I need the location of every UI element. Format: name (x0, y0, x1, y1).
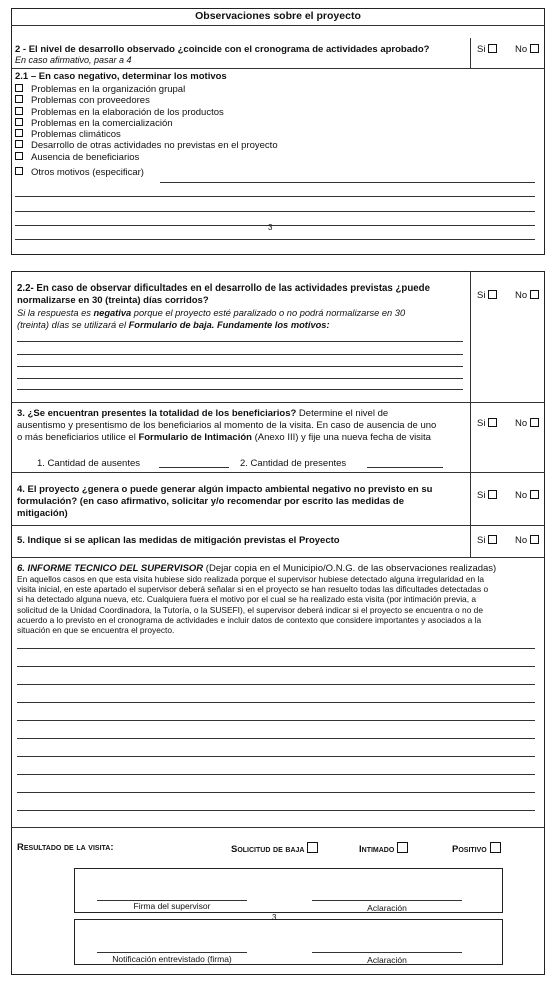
write-line[interactable] (17, 702, 535, 703)
question-2-note: En caso afirmativo, pasar a 4 (15, 55, 132, 65)
list-item[interactable]: Ausencia de beneficiarios (15, 152, 278, 163)
write-line[interactable] (17, 366, 463, 367)
checkbox-icon[interactable] (530, 535, 539, 544)
write-line[interactable] (17, 774, 535, 775)
question-4-title-cont: mitigación) (17, 508, 68, 519)
question-6-instructions (17, 574, 543, 635)
checkbox-icon[interactable] (15, 167, 23, 175)
checkbox-icon[interactable] (15, 107, 23, 115)
write-line[interactable] (17, 756, 535, 757)
q5-yes-option[interactable]: Si (477, 535, 497, 546)
write-line[interactable] (17, 389, 463, 390)
interviewee-clarification-label: Aclaración (367, 955, 407, 965)
supervisor-clarification-label: Aclaración (367, 903, 407, 913)
q3-no-option[interactable]: No (515, 418, 539, 429)
question-2-title: 2 - El nivel de desarrollo observado ¿coincide con el cronograma de actividades aprobado? (15, 44, 430, 55)
question-4-title-cont: formulación? (en caso afirmativo, solicitar y/o recomendar por escrito las medidas de (17, 496, 404, 507)
supervisor-clarification-line[interactable] (312, 900, 462, 901)
checkbox-icon[interactable] (488, 290, 497, 299)
q22-yes-option[interactable]: Si (477, 290, 497, 301)
checkbox-icon[interactable] (488, 490, 497, 499)
divider (11, 402, 545, 403)
text-line: solicitud de la Unidad Coordinadora, la Tutoría, o la SUSEFI), el supervisor deberá indicar si el proyecto se encuentra o no de (17, 604, 483, 615)
checkbox-icon[interactable] (530, 490, 539, 499)
checkbox-icon[interactable] (15, 118, 23, 126)
checkbox-icon[interactable] (530, 290, 539, 299)
checkbox-icon[interactable] (15, 95, 23, 103)
question-6-title: 6. INFORME TECNICO DEL SUPERVISOR (Dejar copia en el Municipio/O.N.G. de las observaciones realizadas) (17, 563, 497, 574)
question-3-text: 3. ¿Se encuentran presentes la totalidad de los beneficiarios? Determine el nivel de (17, 408, 389, 419)
question-4-title: 4. El proyecto ¿genera o puede generar algún impacto ambiental negativo no previsto en su (17, 484, 433, 495)
write-line[interactable] (17, 648, 535, 649)
page-mark: 3 (268, 223, 273, 232)
page-mark: 3 (272, 913, 277, 922)
q2-no-option[interactable]: No (515, 44, 539, 55)
text-line: visita inicial, en este apartado el supervisor deberá señalar si en el proyecto se han resuelto todas las dificultades detectadas o (17, 584, 489, 595)
write-line[interactable] (15, 211, 535, 212)
interviewee-clarification-line[interactable] (312, 952, 462, 953)
question-2-2-title: 2.2- En caso de observar dificultades en el desarrollo de las actividades previstas ¿puede (17, 283, 430, 294)
list-item[interactable]: Problemas climáticos (15, 129, 278, 140)
result-positivo-option[interactable]: Positivo (452, 842, 501, 855)
list-item[interactable]: Problemas en la organización grupal (15, 84, 278, 95)
checkbox-icon[interactable] (15, 152, 23, 160)
write-line[interactable] (17, 792, 535, 793)
write-line[interactable] (160, 182, 535, 183)
divider (470, 271, 471, 557)
divider (11, 25, 545, 26)
checkbox-icon[interactable] (488, 535, 497, 544)
interviewee-signature-line[interactable] (97, 952, 247, 953)
write-line[interactable] (17, 666, 535, 667)
write-line[interactable] (15, 239, 535, 240)
divider (11, 472, 545, 473)
question-3-text-cont: ausentismo y presentismo de los beneficiarios al momento de la visita. En caso de ausencia de uno (17, 420, 437, 431)
result-label: Resultado de la visita: (17, 842, 114, 853)
text-line: situación en que se encuentra el proyecto. (17, 625, 175, 636)
result-intimado-option[interactable]: Intimado (359, 842, 408, 855)
divider (11, 827, 545, 828)
motives-list (15, 84, 278, 178)
question-5-title: 5. Indique si se aplican las medidas de mitigación previstas el Proyecto (17, 535, 340, 546)
checkbox-icon[interactable] (15, 129, 23, 137)
checkbox-icon[interactable] (488, 418, 497, 427)
present-count-field[interactable] (367, 467, 443, 468)
q4-no-option[interactable]: No (515, 490, 539, 501)
q5-no-option[interactable]: No (515, 535, 539, 546)
text-line: En aquellos casos en que esta visita hubiese sido realizada porque el supervisor hubiese detectado alguna irregularidad en la (17, 574, 484, 584)
supervisor-signature-label: Firma del supervisor (133, 901, 211, 911)
question-2-2-note-cont: (treinta) días se utilizará el Formulario de baja. Fundamente los motivos: (17, 320, 330, 330)
q22-no-option[interactable]: No (515, 290, 539, 301)
write-line[interactable] (17, 354, 463, 355)
section-title: Observaciones sobre el proyecto (195, 10, 361, 22)
divider (11, 525, 545, 526)
write-line[interactable] (15, 196, 535, 197)
question-2-1-title: 2.1 – En caso negativo, determinar los motivos (15, 71, 227, 82)
interviewee-signature-label: Notificación entrevistado (firma) (112, 954, 232, 964)
absent-count-label: 1. Cantidad de ausentes (37, 458, 140, 469)
checkbox-icon[interactable] (307, 842, 318, 853)
write-line[interactable] (15, 225, 535, 226)
write-line[interactable] (17, 341, 463, 342)
divider (470, 38, 471, 68)
q3-yes-option[interactable]: Si (477, 418, 497, 429)
write-line[interactable] (17, 720, 535, 721)
list-item[interactable]: Problemas en la elaboración de los productos (15, 107, 278, 118)
list-item[interactable]: Otros motivos (especificar) (15, 167, 278, 178)
question-2-2-title-cont: normalizarse en 30 (treinta) días corridos? (17, 295, 209, 306)
question-3-text-cont: o más beneficiarios utilice el Formulario de Intimación (Anexo III) y fije una nueva fecha de visita (17, 432, 431, 443)
checkbox-icon[interactable] (397, 842, 408, 853)
present-count-label: 2. Cantidad de presentes (240, 458, 347, 469)
absent-count-field[interactable] (159, 467, 229, 468)
checkbox-icon[interactable] (530, 44, 539, 53)
checkbox-icon[interactable] (15, 84, 23, 92)
checkbox-icon[interactable] (530, 418, 539, 427)
write-line[interactable] (17, 378, 463, 379)
checkbox-icon[interactable] (488, 44, 497, 53)
question-2-2-note: Si la respuesta es negativa porque el proyecto esté paralizado o no podrá normalizarse en 30 (17, 308, 406, 318)
checkbox-icon[interactable] (15, 140, 23, 148)
checkbox-icon[interactable] (490, 842, 501, 853)
divider (11, 68, 545, 69)
result-baja-option[interactable]: Solicitud de baja (231, 842, 318, 855)
list-item[interactable]: Problemas en la comercialización (15, 118, 278, 129)
write-line[interactable] (17, 810, 535, 811)
text-line: acuerdo a lo previsto en el cronograma de actividades e incluir datos de contexto que considere importantes y asociados a la (17, 614, 482, 625)
write-line[interactable] (17, 684, 535, 685)
list-item[interactable]: Problemas con proveedores (15, 95, 278, 106)
divider (11, 557, 545, 558)
list-item[interactable]: Desarrollo de otras actividades no previstas en el proyecto (15, 140, 278, 151)
write-line[interactable] (17, 738, 535, 739)
q2-yes-option[interactable]: Si (477, 44, 497, 55)
text-line: si ha detectado alguna nueva, etc. Cualquiera fuera el motivo por el cual se ha realizado esta visita (por intimación previa, a (17, 594, 477, 605)
q4-yes-option[interactable]: Si (477, 490, 497, 501)
